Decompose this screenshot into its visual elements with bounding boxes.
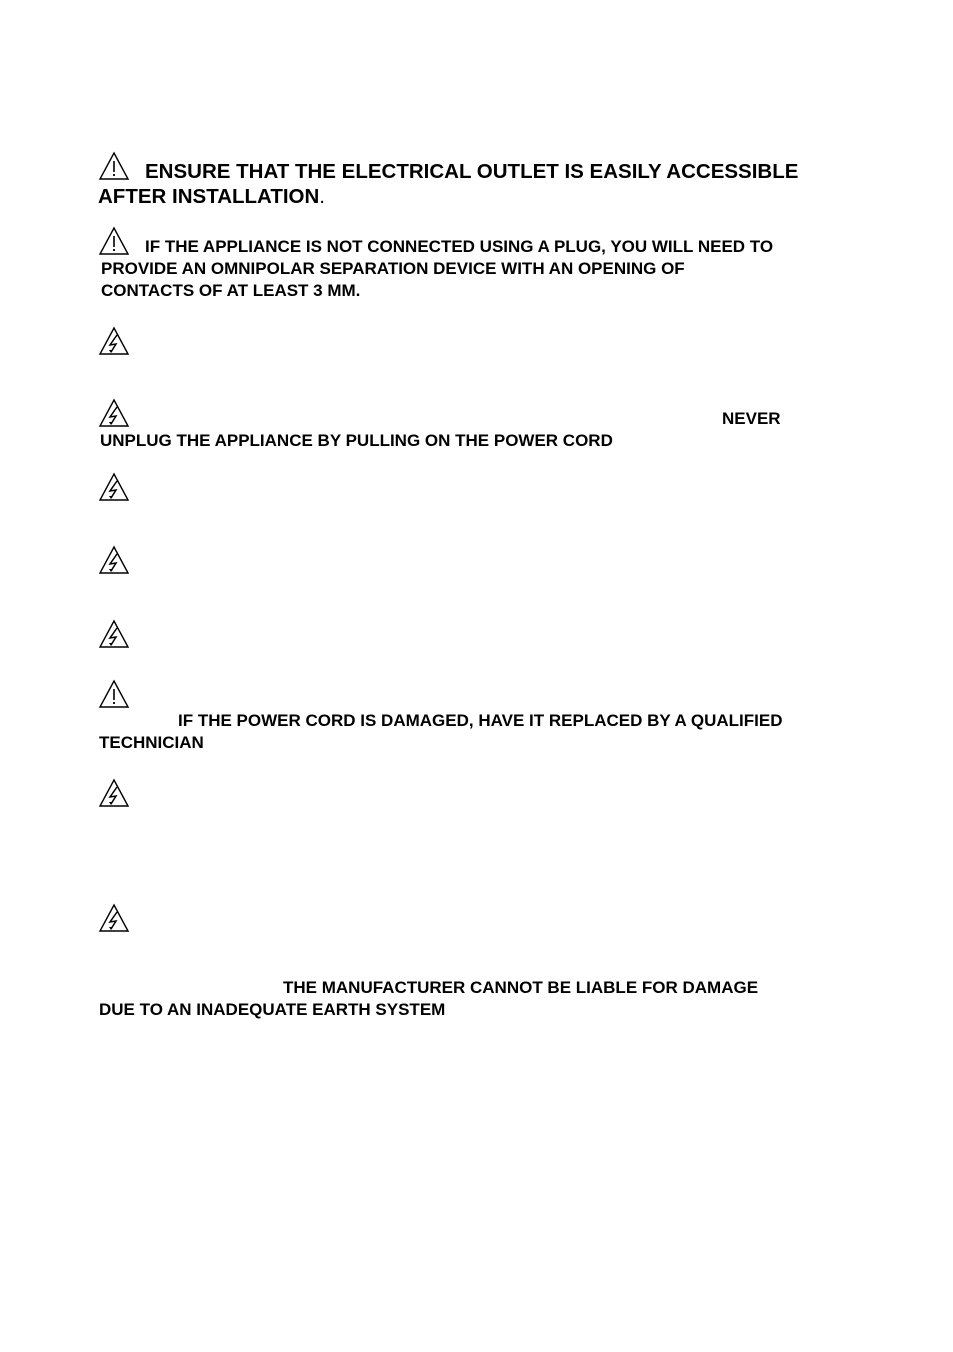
electrical-hazard-icon xyxy=(98,472,130,502)
notice-4-line-1: NEVER xyxy=(722,409,781,428)
notice-1-line-2: AFTER INSTALLATION. xyxy=(98,185,325,208)
warning-triangle-icon xyxy=(98,151,130,181)
notice-2-line-3: CONTACTS OF AT LEAST 3 MM. xyxy=(101,281,361,300)
warning-triangle-icon xyxy=(98,226,130,256)
notice-2-line-1: IF THE APPLIANCE IS NOT CONNECTED USING A PLUG, YOU WILL NEED TO xyxy=(145,237,774,256)
electrical-hazard-icon xyxy=(98,778,130,808)
warning-triangle-icon xyxy=(98,679,130,709)
electrical-hazard-icon xyxy=(98,903,130,933)
electrical-hazard-icon xyxy=(98,619,130,649)
notice-10-line-2: DUE TO AN INADEQUATE EARTH SYSTEM xyxy=(99,1000,446,1019)
electrical-hazard-icon xyxy=(98,326,130,356)
electrical-hazard-icon xyxy=(98,398,130,428)
electrical-hazard-icon xyxy=(98,545,130,575)
notice-4-line-2: UNPLUG THE APPLIANCE BY PULLING ON THE POWER CORD xyxy=(100,431,613,450)
notice-10-line-1: THE MANUFACTURER CANNOT BE LIABLE FOR DAMAGE xyxy=(283,978,759,997)
notice-1-line-1: ENSURE THAT THE ELECTRICAL OUTLET IS EASILY ACCESSIBLE xyxy=(145,160,799,183)
notice-8-line-1: IF THE POWER CORD IS DAMAGED, HAVE IT REPLACED BY A QUALIFIED xyxy=(178,711,783,730)
notice-8-line-2: TECHNICIAN xyxy=(99,733,204,752)
notice-2-line-2: PROVIDE AN OMNIPOLAR SEPARATION DEVICE WITH AN OPENING OF xyxy=(101,259,685,278)
